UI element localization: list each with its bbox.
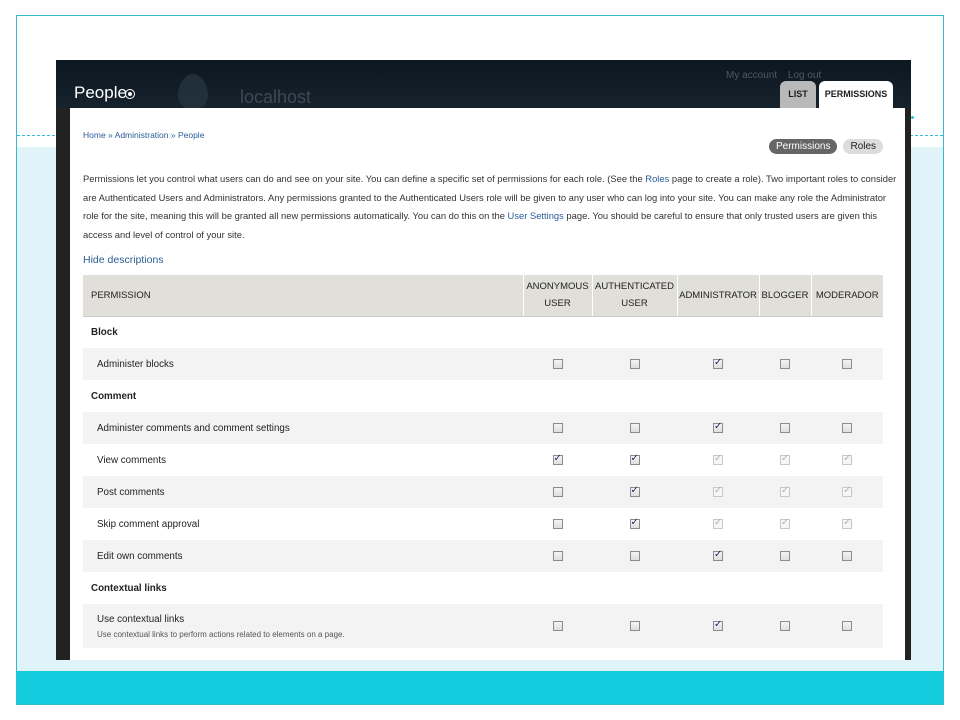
table-row [83, 476, 883, 508]
permission-checkbox[interactable] [553, 551, 563, 561]
permission-checkbox[interactable] [713, 455, 723, 465]
module-name: Contextual links [83, 572, 883, 604]
permission-name: Post comments [83, 476, 523, 508]
secondary-tabs [769, 134, 883, 154]
header-authenticated-user: AUTHENTICATED USER [592, 275, 677, 316]
secondary-tab-permissions[interactable]: Permissions [769, 139, 837, 154]
permissions-table [83, 275, 883, 658]
permission-checkbox[interactable] [630, 487, 640, 497]
header-moderador: MODERADOR [811, 275, 883, 316]
site-name: localhost [240, 87, 312, 107]
header-blogger: BLOGGER [759, 275, 811, 316]
tab-list[interactable]: LIST [780, 81, 816, 108]
permission-checkbox[interactable] [713, 519, 723, 529]
permission-checkbox[interactable] [630, 519, 640, 529]
permission-checkbox[interactable] [553, 487, 563, 497]
permission-checkbox[interactable] [780, 487, 790, 497]
module-row-block [83, 316, 883, 348]
my-account-link[interactable]: My account [726, 70, 778, 81]
help-text-part3: page. You should be careful to ensure that only trusted users are given this access and level of control of your site. [83, 210, 878, 240]
tab-permissions[interactable]: PERMISSIONS [819, 81, 893, 108]
permission-checkbox[interactable] [780, 359, 790, 369]
header-administrator: ADMINISTRATOR [677, 275, 759, 316]
table-header-row [83, 275, 883, 316]
table-row [83, 444, 883, 476]
permission-checkbox[interactable] [842, 487, 852, 497]
table-row-partial [83, 648, 883, 658]
permission-checkbox[interactable] [630, 551, 640, 561]
permission-name: Administer blocks [83, 348, 523, 380]
permission-checkbox[interactable] [842, 455, 852, 465]
permission-checkbox[interactable] [553, 423, 563, 433]
permission-checkbox[interactable] [780, 621, 790, 631]
permission-checkbox[interactable] [630, 359, 640, 369]
table-row [83, 604, 883, 648]
permission-name: Use contextual links [97, 613, 185, 625]
permission-checkbox[interactable] [780, 423, 790, 433]
header-anonymous-user: ANONYMOUS USER [523, 275, 592, 316]
table-row [83, 412, 883, 444]
permission-checkbox[interactable] [553, 519, 563, 529]
drupal-screenshot [56, 60, 911, 660]
content-area [70, 108, 905, 660]
permission-checkbox[interactable] [553, 621, 563, 631]
permission-name-cell [83, 604, 523, 648]
overlay-toolbar [56, 60, 911, 108]
module-row-contextual-links [83, 572, 883, 604]
permission-checkbox[interactable] [842, 519, 852, 529]
permission-checkbox[interactable] [842, 423, 852, 433]
permission-checkbox[interactable] [553, 455, 563, 465]
hide-descriptions-link[interactable]: Hide descriptions [83, 254, 164, 266]
permission-checkbox[interactable] [630, 423, 640, 433]
close-overlay-icon[interactable] [125, 89, 135, 99]
help-text-part1: Permissions let you control what users can do and see on your site. You can define a specific set of permissions for each role. (See the [83, 173, 646, 184]
permission-checkbox[interactable] [842, 359, 852, 369]
permission-checkbox[interactable] [842, 551, 852, 561]
permission-name: Administer comments and comment settings [83, 412, 523, 444]
user-settings-link[interactable]: User Settings [507, 210, 564, 222]
permission-checkbox[interactable] [713, 551, 723, 561]
user-links [726, 70, 829, 81]
permission-checkbox[interactable] [713, 487, 723, 497]
help-text-part2: page to create a role). Two important roles to consider are Authenticated Users and Administrators. Any permissions granted to the Authenticated Users role will be given to any user who can log into your site. You can make any role the Administrator role for the site, meaning this will be granted all new permissions automatically. You can do this on the [83, 173, 897, 222]
permission-checkbox[interactable] [553, 359, 563, 369]
roles-link[interactable]: Roles [645, 173, 670, 184]
permission-name: Skip comment approval [83, 508, 523, 540]
breadcrumb[interactable]: Home » Administration » People [83, 130, 205, 140]
slide-band-dark [17, 671, 943, 705]
log-out-link[interactable]: Log out [787, 70, 822, 81]
permission-name: View comments [83, 444, 523, 476]
permission-checkbox[interactable] [713, 621, 723, 631]
permission-checkbox[interactable] [630, 455, 640, 465]
permission-checkbox[interactable] [713, 359, 723, 369]
module-name: Comment [83, 380, 883, 412]
permission-checkbox[interactable] [780, 519, 790, 529]
table-row [83, 508, 883, 540]
permission-checkbox[interactable] [780, 455, 790, 465]
drupal-logo-icon [178, 74, 208, 110]
table-row [83, 348, 883, 380]
permission-checkbox[interactable] [630, 621, 640, 631]
module-row-comment [83, 380, 883, 412]
module-name: Block [83, 316, 883, 348]
table-row [83, 540, 883, 572]
header-permission: PERMISSION [83, 275, 523, 316]
permission-name: Edit own comments [83, 540, 523, 572]
permission-checkbox[interactable] [780, 551, 790, 561]
overlay-title: People [74, 83, 127, 102]
permission-description: Use contextual links to perform actions related to elements on a page. [97, 629, 345, 639]
help-text [83, 170, 898, 244]
secondary-tab-roles[interactable]: Roles [843, 139, 883, 154]
permission-checkbox[interactable] [842, 621, 852, 631]
permission-checkbox[interactable] [713, 423, 723, 433]
